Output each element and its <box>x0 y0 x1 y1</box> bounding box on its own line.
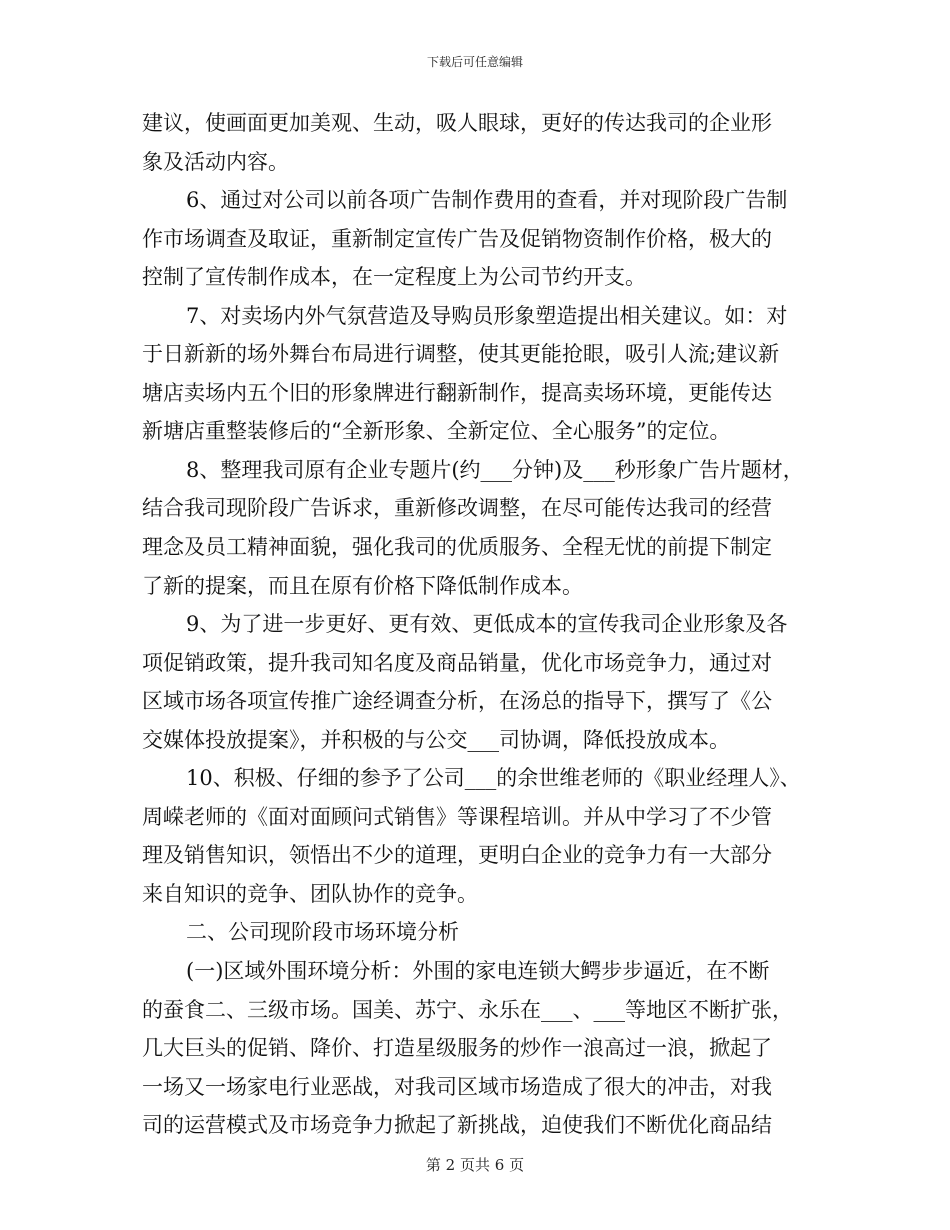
text-line: 交媒体投放提案》，并积极的与公交___司协调，降低投放成本。 <box>142 727 730 752</box>
text-line: 作市场调查及取证，重新制定宣传广告及促销物资制作价格，极大的 <box>142 226 772 251</box>
text-line: 一场又一场家电行业恶战，对我司区域市场造成了很大的冲击，对我 <box>142 1074 772 1099</box>
paragraph-start-line: (一)区域外围环境分析：外围的家电连锁大鳄步步逼近，在不断 <box>186 959 770 984</box>
text-line: 区域市场各项宣传推广途经调查分析，在汤总的指导下，撰写了《公 <box>142 689 772 714</box>
text-line: 结合我司现阶段广告诉求，重新修改调整，在尽可能传达我司的经营 <box>142 496 772 521</box>
section-heading: 二、公司现阶段市场环境分析 <box>186 920 459 945</box>
paragraph-start-line: 6、通过对公司以前各项广告制作费用的查看，并对现阶段广告制 <box>186 188 788 213</box>
text-line: 控制了宣传制作成本，在一定程度上为公司节约开支。 <box>142 265 646 290</box>
text-line: 建议，使画面更加美观、生动，吸人眼球，更好的传达我司的企业形 <box>142 111 772 135</box>
text-line: 周嵘老师的《面对面顾问式销售》等课程培训。并从中学习了不少管 <box>142 804 772 829</box>
text-line: 于日新新的场外舞台布局进行调整，使其更能抢眼，吸引人流;建议新 <box>142 342 780 367</box>
paragraph-start-line: 9、为了进一步更好、更有效、更低成本的宣传我司企业形象及各 <box>186 612 788 637</box>
paragraph-start-line: 8、整理我司原有企业专题片(约___分钟)及___秒形象广告片题材， <box>186 457 804 482</box>
page-header: 下载后可任意编辑 <box>426 55 523 69</box>
text-line: 理及销售知识，领悟出不少的道理，更明白企业的竞争力有一大部分 <box>142 843 772 868</box>
paragraph-start-line: 10、积极、仔细的参予了公司___的余世维老师的《职业经理人》、 <box>186 766 801 791</box>
text-line: 几大巨头的促销、降价、打造星级服务的炒作一浪高过一浪，掀起了 <box>142 1036 772 1061</box>
page-footer: 第 2 页共 6 页 <box>425 1156 525 1174</box>
text-line: 项促销政策，提升我司知名度及商品销量，优化市场竞争力，通过对 <box>142 650 772 675</box>
text-line: 来自知识的竞争、团队协作的竞争。 <box>142 881 478 906</box>
document-body <box>142 104 842 1145</box>
text-line: 了新的提案，而且在原有价格下降低制作成本。 <box>142 573 583 598</box>
text-line: 的蚕食二、三级市场。国美、苏宁、永乐在___、___等地区不断扩张， <box>142 997 793 1022</box>
paragraph-start-line: 7、对卖场内外气氛营造及导购员形象塑造提出相关建议。如：对 <box>186 303 788 328</box>
text-line: 象及活动内容。 <box>142 149 289 174</box>
text-line: 塘店卖场内五个旧的形象牌进行翻新制作，提高卖场环境，更能传达 <box>142 380 772 405</box>
text-line: 司的运营模式及市场竞争力掀起了新挑战，迫使我们不断优化商品结 <box>142 1113 772 1138</box>
text-line: 新塘店重整装修后的“全新形象、全新定位、全心服务”的定位。 <box>142 419 731 444</box>
text-line: 理念及员工精神面貌，强化我司的优质服务、全程无忧的前提下制定 <box>142 535 772 560</box>
